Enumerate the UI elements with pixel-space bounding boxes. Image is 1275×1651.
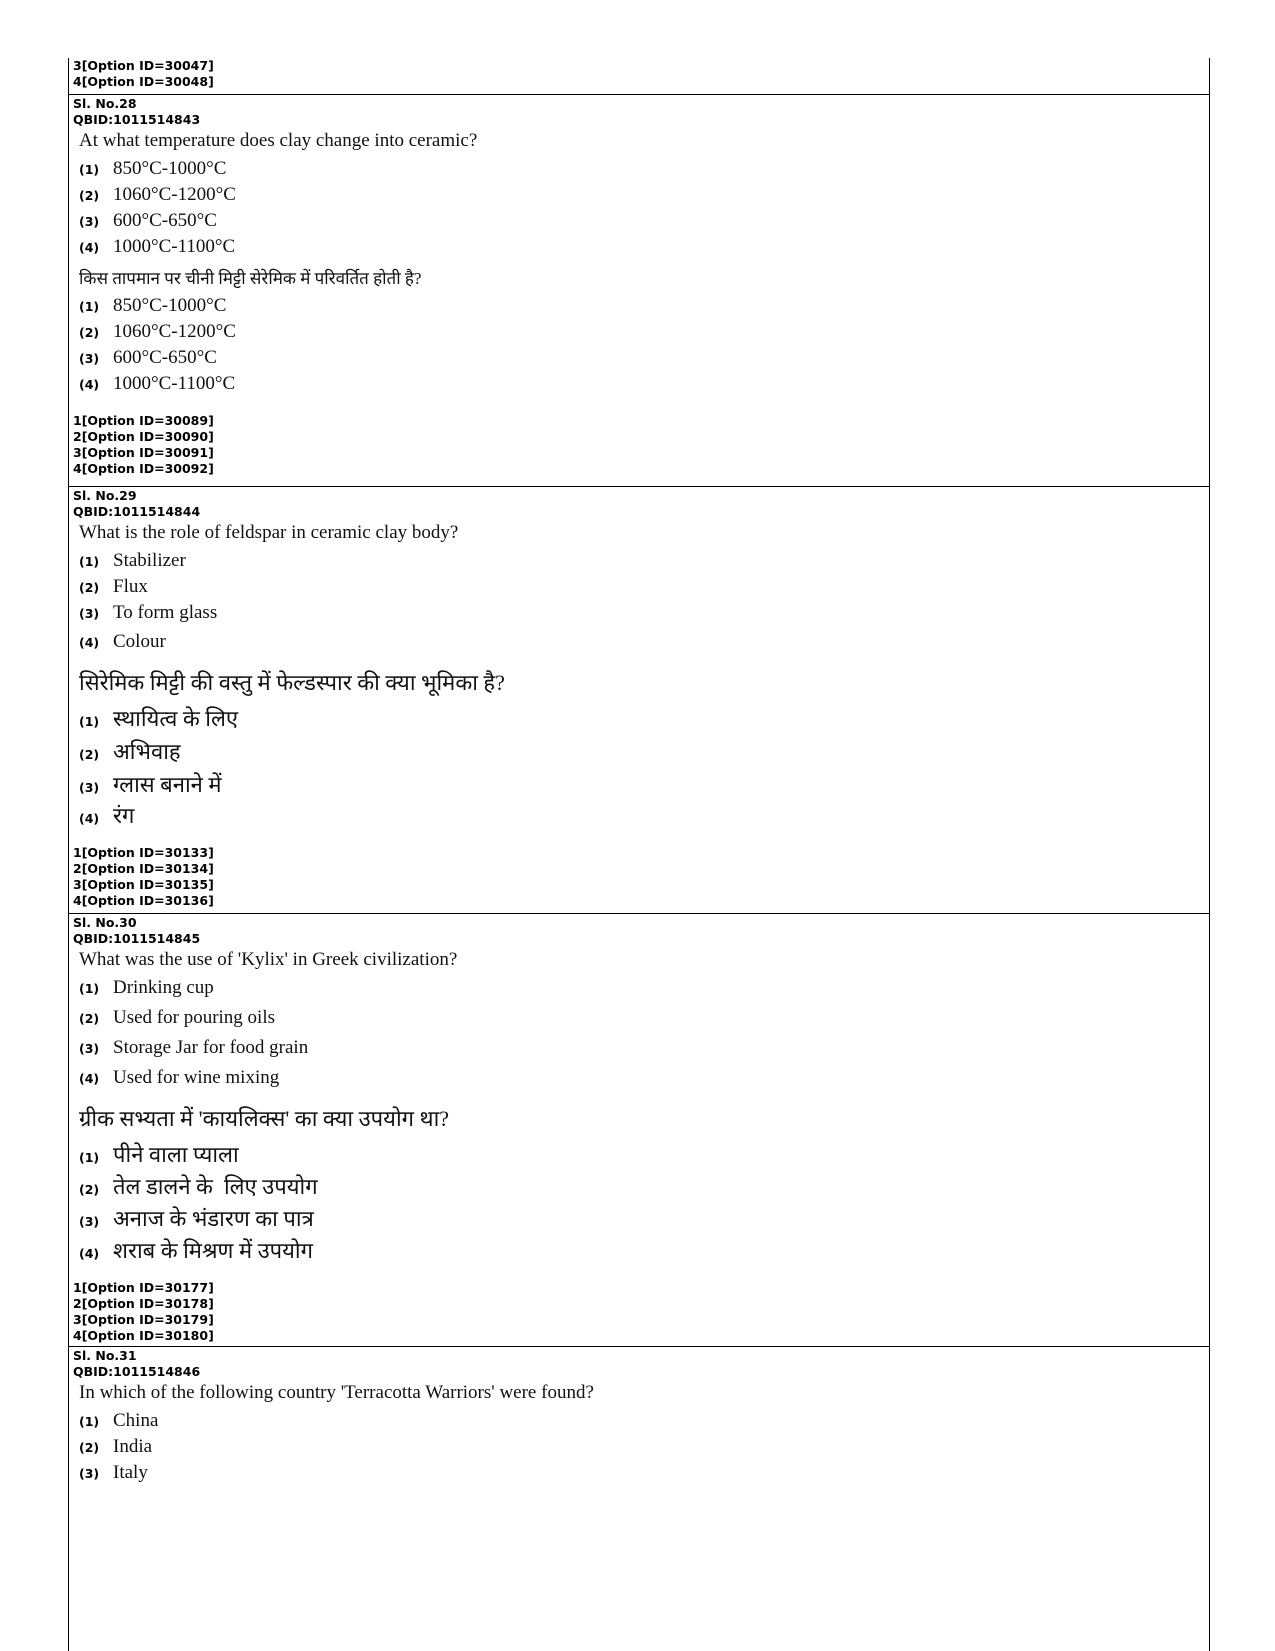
option-row	[79, 602, 1209, 631]
option-row	[79, 769, 1209, 800]
option-id-line: 4[Option ID=30180]	[73, 1328, 214, 1343]
option-text: Storage Jar for food grain	[113, 1037, 309, 1058]
option-text: ग्लास बनाने में	[113, 772, 222, 797]
question-text-hi: किस तापमान पर चीनी मिट्टी सेरेमिक में परिवर्तित होती है?	[79, 269, 422, 288]
option-row	[79, 1037, 1209, 1067]
option-text: Colour	[113, 631, 166, 652]
option-number: (2)	[79, 1011, 100, 1026]
option-ids	[73, 1280, 1209, 1344]
question-text-en: In which of the following country 'Terracotta Warriors' were found?	[79, 1382, 594, 1403]
option-row	[79, 184, 1209, 210]
option-row	[79, 1203, 1209, 1235]
option-ids	[73, 413, 1209, 477]
option-row	[79, 158, 1209, 184]
option-id-line: 3[Option ID=30135]	[73, 877, 214, 892]
question-paper-sheet	[68, 58, 1210, 1651]
option-text: अभिवाह	[113, 739, 181, 764]
option-id-line: 2[Option ID=30134]	[73, 861, 214, 876]
question-text-en: What is the role of feldspar in ceramic clay body?	[79, 522, 459, 543]
option-id-line: 1[Option ID=30133]	[73, 845, 214, 860]
option-row	[79, 1007, 1209, 1037]
option-text: शराब के मिश्रण में उपयोग	[113, 1238, 314, 1263]
option-text: Used for pouring oils	[113, 1007, 276, 1028]
serial-number: Sl. No.31	[73, 1348, 137, 1363]
option-id-line: 4[Option ID=30092]	[73, 461, 214, 476]
option-row	[79, 1067, 1209, 1095]
option-text: Used for wine mixing	[113, 1067, 280, 1088]
option-number: (2)	[79, 325, 100, 340]
option-text: Drinking cup	[113, 977, 214, 998]
question-text-en: What was the use of 'Kylix' in Greek civilization?	[79, 949, 458, 970]
option-text: 850°C-1000°C	[113, 158, 227, 179]
option-text: Italy	[113, 1462, 148, 1483]
option-text: तेल डालने के लिए उपयोग	[113, 1174, 318, 1199]
option-text: China	[113, 1410, 159, 1431]
option-row	[79, 1436, 1209, 1462]
option-text: 1060°C-1200°C	[113, 184, 236, 205]
option-text: To form glass	[113, 602, 218, 623]
option-number: (3)	[79, 1214, 100, 1229]
option-row	[79, 736, 1209, 769]
option-text: 1060°C-1200°C	[113, 321, 236, 342]
option-text: 850°C-1000°C	[113, 295, 227, 316]
option-number: (4)	[79, 1071, 100, 1086]
option-id-line: 4[Option ID=30048]	[73, 74, 214, 89]
option-number: (4)	[79, 811, 100, 826]
option-id-line: 3[Option ID=30091]	[73, 445, 214, 460]
question-block-30	[69, 914, 1209, 1347]
option-text: India	[113, 1436, 153, 1457]
qbid: QBID:1011514845	[73, 931, 201, 946]
qbid: QBID:1011514846	[73, 1364, 201, 1379]
option-text: पीने वाला प्याला	[113, 1142, 239, 1167]
option-number: (4)	[79, 240, 100, 255]
option-number: (3)	[79, 1466, 100, 1481]
option-number: (4)	[79, 377, 100, 392]
option-number: (1)	[79, 714, 100, 729]
option-id-line: 1[Option ID=30177]	[73, 1280, 214, 1295]
question-text-en: At what temperature does clay change into ceramic?	[79, 130, 478, 151]
option-id-line: 3[Option ID=30047]	[73, 58, 214, 73]
option-number: (2)	[79, 1182, 100, 1197]
option-row	[79, 373, 1209, 399]
option-text: स्थायित्व के लिए	[113, 706, 239, 731]
option-text: रंग	[113, 803, 135, 828]
prev-question-ids	[69, 58, 1209, 95]
option-number: (3)	[79, 606, 100, 621]
option-number: (2)	[79, 188, 100, 203]
option-text: 1000°C-1100°C	[113, 373, 236, 394]
option-number: (4)	[79, 635, 100, 650]
serial-number: Sl. No.29	[73, 488, 137, 503]
option-number: (2)	[79, 1440, 100, 1455]
option-id-line: 1[Option ID=30089]	[73, 413, 214, 428]
option-number: (4)	[79, 1246, 100, 1261]
option-text: 600°C-650°C	[113, 347, 217, 368]
option-id-line: 2[Option ID=30090]	[73, 429, 214, 444]
option-number: (3)	[79, 351, 100, 366]
option-row	[79, 347, 1209, 373]
option-row	[79, 210, 1209, 236]
option-text: 1000°C-1100°C	[113, 236, 236, 257]
option-number: (3)	[79, 780, 100, 795]
option-row	[79, 295, 1209, 321]
option-number: (1)	[79, 299, 100, 314]
question-text-hi: ग्रीक सभ्यता में 'कायलिक्स' का क्या उपयोग था?	[79, 1106, 450, 1131]
option-number: (1)	[79, 162, 100, 177]
option-row	[79, 800, 1209, 831]
option-text: Stabilizer	[113, 550, 186, 571]
option-text: Flux	[113, 576, 148, 597]
option-row	[79, 1462, 1209, 1488]
serial-number: Sl. No.30	[73, 915, 137, 930]
option-number: (3)	[79, 214, 100, 229]
option-row	[79, 550, 1209, 576]
option-number: (2)	[79, 580, 100, 595]
option-row	[79, 1410, 1209, 1436]
option-number: (1)	[79, 1150, 100, 1165]
question-text-hi: सिरेमिक मिट्टी की वस्तु में फेल्डस्पार की क्या भूमिका है?	[79, 670, 505, 695]
option-number: (1)	[79, 1414, 100, 1429]
qbid: QBID:1011514844	[73, 504, 201, 519]
option-row	[79, 977, 1209, 1007]
option-text: अनाज के भंडारण का पात्र	[113, 1206, 314, 1231]
option-number: (1)	[79, 981, 100, 996]
option-row	[79, 1139, 1209, 1171]
option-row	[79, 321, 1209, 347]
question-block-28	[69, 95, 1209, 487]
option-id-line: 3[Option ID=30179]	[73, 1312, 214, 1327]
option-row	[79, 703, 1209, 736]
option-row	[79, 1235, 1209, 1266]
option-row	[79, 1171, 1209, 1203]
option-number: (1)	[79, 554, 100, 569]
option-number: (2)	[79, 747, 100, 762]
option-id-line: 4[Option ID=30136]	[73, 893, 214, 908]
question-block-29	[69, 487, 1209, 914]
option-row	[79, 236, 1209, 262]
option-row	[79, 631, 1209, 659]
question-block-31	[69, 1347, 1209, 1491]
qbid: QBID:1011514843	[73, 112, 201, 127]
option-number: (3)	[79, 1041, 100, 1056]
option-row	[79, 576, 1209, 602]
option-text: 600°C-650°C	[113, 210, 217, 231]
serial-number: Sl. No.28	[73, 96, 137, 111]
option-id-line: 2[Option ID=30178]	[73, 1296, 214, 1311]
option-ids	[73, 845, 1209, 909]
